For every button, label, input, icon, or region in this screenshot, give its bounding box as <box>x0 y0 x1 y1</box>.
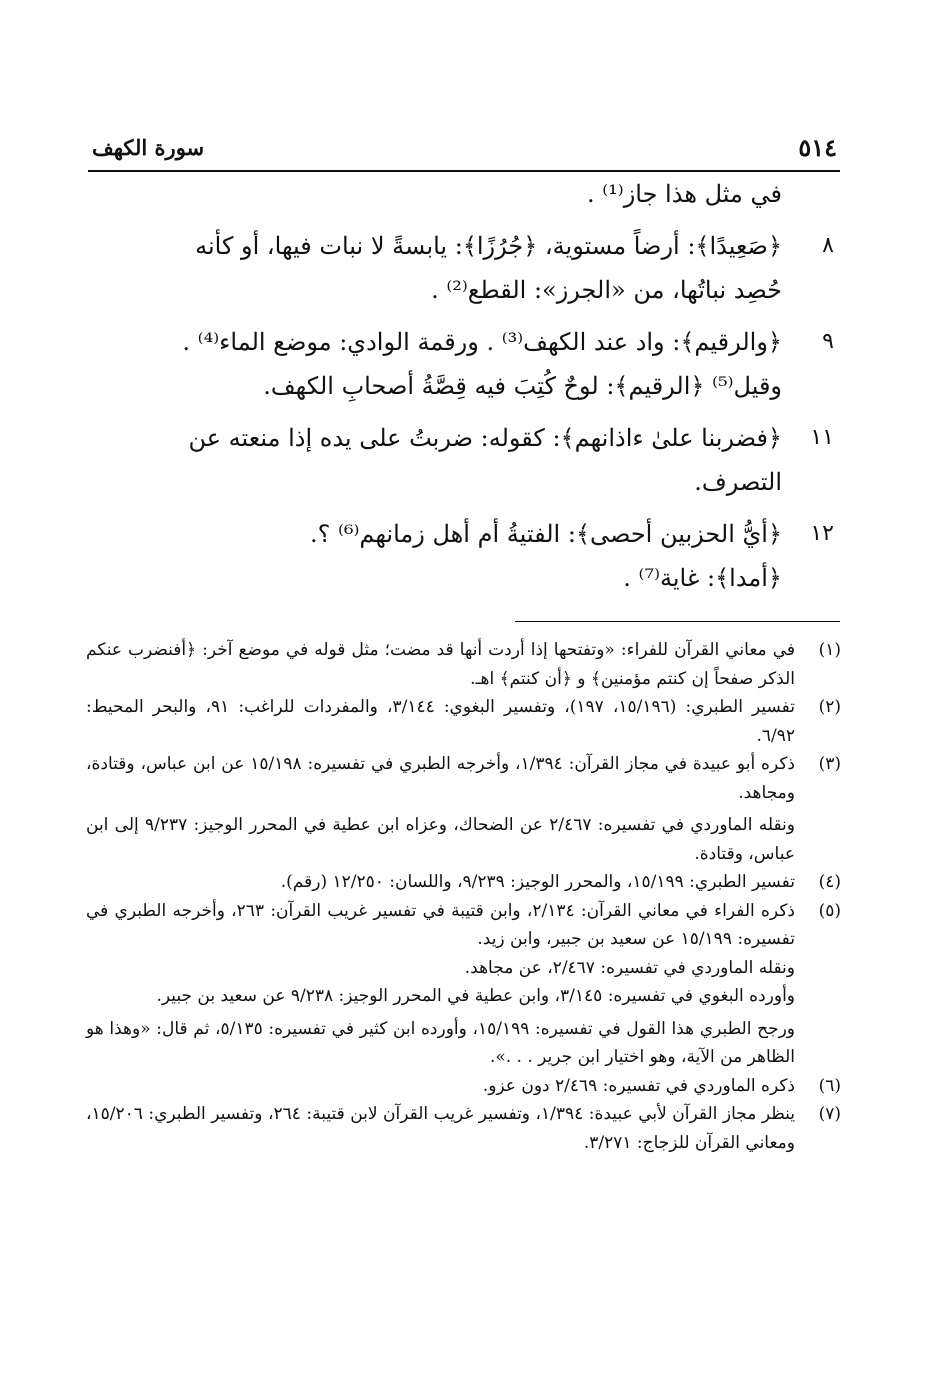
verse-entry-8 <box>82 224 842 312</box>
footnote-text: وأورده البغوي في تفسيره: ٣/١٤٥، وابن عطية في المحرر الوجيز: ٩/٢٣٨ عن سعيد بن جبير. <box>156 986 795 1006</box>
verse-line: ﴿أيُّ الحزبين أحصى﴾: الفتيةُ أم أهل زمانهم⁽⁶⁾ ؟. <box>309 520 782 548</box>
footnotes <box>86 636 841 1157</box>
footnote-divider <box>515 621 840 622</box>
verse-number: ٩ <box>822 329 834 354</box>
verse-line: في مثل هذا جاز⁽¹⁾ . <box>587 180 782 208</box>
footnote-number: (٢) <box>818 697 841 717</box>
verse-entry-12 <box>82 512 842 600</box>
footnote-text: تفسير الطبري: ١٥/١٩٩، والمحرر الوجيز: ٩/٢٣٩، واللسان: ١٢/٢٥٠ (رقم). <box>280 872 795 892</box>
verse-line: حُصِد نباتُها، من «الجرز»: القطع⁽²⁾ . <box>431 276 782 304</box>
verse-line: التصرف. <box>694 468 782 496</box>
verse-number: ٨ <box>822 233 834 258</box>
footnote-number: (١) <box>818 640 841 660</box>
footnote-text: ينظر مجاز القرآن لأبي عبيدة: ١/٣٩٤، وتفسير غريب القرآن لابن قتيبة: ٢٦٤، وتفسير الطبري: ١٥/٢٠٦، ومعاني القرآن للزجاج: ٣/٢٧١. <box>86 1104 795 1153</box>
verse-line: وقيل⁽⁵⁾ ﴿الرقيم﴾: لوحٌ كُتِبَ فيه قِصَّةُ أصحابِ الكهف. <box>263 372 782 400</box>
footnote-text: ورجح الطبري هذا القول في تفسيره: ١٥/١٩٩، وأورده ابن كثير في تفسيره: ٥/١٣٥، ثم قال: «وهذا هو الظاهر من الآية، وهو اختيار ابن جرير . . .». <box>86 1018 795 1067</box>
verse-line: ﴿والرقيم﴾: واد عند الكهف⁽³⁾ . ورقمة الوادي: موضع الماء⁽⁴⁾ . <box>182 328 782 356</box>
footnote-text: تفسير الطبري: (١٥/١٩٦، ١٩٧)، وتفسير البغوي: ٣/١٤٤، والمفردات للراغب: ٩١، والبحر المحيط: ٦/٩٢. <box>86 697 796 746</box>
footnote-7 <box>86 1100 841 1157</box>
verse-number: ١٢ <box>810 521 834 546</box>
verse-continuation <box>82 172 842 216</box>
verse-line: ﴿فضربنا علىٰ ءاذانهم﴾: كقوله: ضربتُ على يده إذا منعته عن <box>188 424 782 452</box>
footnote-1 <box>86 636 841 693</box>
footnote-number: (٥) <box>818 900 841 921</box>
footnote-text: ذكره الماوردي في تفسيره: ٢/٤٦٩ دون عزو. <box>482 1075 795 1096</box>
footnote-number: (٦) <box>818 1075 841 1096</box>
main-text <box>82 172 842 600</box>
footnote-2 <box>86 693 841 750</box>
verse-line: ﴿صَعِيدًا﴾: أرضاً مستوية، ﴿جُرُزًا﴾: يابسةً لا نبات فيها، أو كأنه <box>195 232 782 260</box>
page-number: ٥١٤ <box>798 133 837 162</box>
running-header <box>92 133 837 169</box>
footnote-4 <box>86 868 841 897</box>
footnote-text: ونقله الماوردي في تفسيره: ٢/٤٦٧ عن الضحاك، وعزاه ابن عطية في المحرر الوجيز: ٩/٢٣٧ إلى ابن عباس، وقتادة. <box>86 815 795 864</box>
footnote-number: (٧) <box>818 1104 841 1124</box>
verse-entry-11 <box>82 416 842 504</box>
footnote-text: في معاني القرآن للفراء: «وتفتحها إذا أردت أنها قد مضت؛ مثل قوله في موضع آخر: ﴿أفنضرب عنكم الذكر صفحاً إن كنتم مؤمنين﴾ و ﴿أن كنتم﴾ اهـ. <box>86 640 795 689</box>
surah-title: سورة الكهف <box>92 135 205 160</box>
footnote-number: (٤) <box>818 872 841 892</box>
verse-number: ١١ <box>810 425 834 450</box>
verse-line: ﴿أمدا﴾: غاية⁽⁷⁾ . <box>623 564 782 592</box>
footnote-number: (٣) <box>818 754 841 774</box>
verse-entry-9 <box>82 320 842 408</box>
footnote-text: ذكره الفراء في معاني القرآن: ٢/١٣٤، وابن قتيبة في تفسير غريب القرآن: ٢٦٣، وأخرجه الطبري في تفسيره: ١٥/١٩٩ عن سعيد بن جبير، وابن زيد. <box>86 900 795 949</box>
footnote-6 <box>86 1072 841 1101</box>
footnote-text: ذكره أبو عبيدة في مجاز القرآن: ١/٣٩٤، وأخرجه الطبري في تفسيره: ١٥/١٩٨ عن ابن عباس، وقتادة، ومجاهد. <box>86 754 795 803</box>
footnote-5 <box>86 897 841 1072</box>
footnote-3 <box>86 750 841 868</box>
footnote-text: ونقله الماوردي في تفسيره: ٢/٤٦٧، عن مجاهد. <box>464 957 795 978</box>
